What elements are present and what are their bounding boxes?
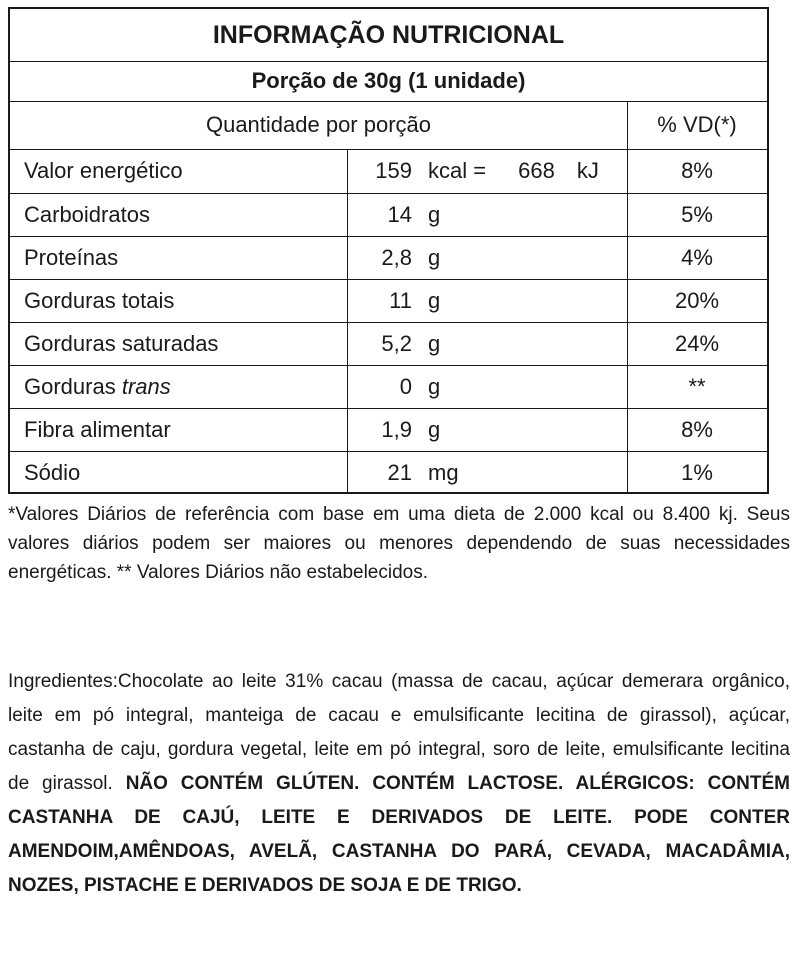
nutrient-vd: 8%	[681, 157, 713, 183]
kcal-unit: kcal =	[428, 157, 487, 183]
nutrient-name: Gorduras totais	[24, 287, 175, 313]
nutrient-amount: 21	[387, 459, 412, 485]
nutrient-amount: 5,2	[381, 330, 412, 356]
kj-value: 668	[518, 157, 555, 183]
nutrient-unit: g	[428, 330, 441, 356]
table-row	[10, 322, 767, 365]
nutrient-name: Gorduras saturadas	[24, 330, 219, 356]
nutrient-name-main: Gorduras	[24, 373, 116, 399]
nutrient-unit: g	[428, 373, 441, 399]
nutrient-name: Valor energético	[24, 157, 183, 183]
nutrient-name: Proteínas	[24, 244, 119, 270]
nutrient-name: Sódio	[24, 459, 81, 485]
nutrient-name: Carboidratos	[24, 201, 150, 227]
table-row	[10, 193, 767, 236]
nutrient-vd: 5%	[681, 201, 713, 227]
nutrient-unit: g	[428, 416, 441, 442]
nutrient-vd: 8%	[681, 416, 713, 442]
table-title: INFORMAÇÃO NUTRICIONAL	[212, 20, 565, 49]
nutrient-vd: 24%	[674, 330, 720, 356]
nutrient-name-italic: trans	[121, 373, 171, 399]
nutrient-unit: g	[428, 201, 441, 227]
nutrient-amount: 0	[399, 373, 412, 399]
table-row	[10, 451, 767, 494]
ingredients-paragraph	[8, 665, 790, 903]
kj-unit: kJ	[576, 157, 599, 183]
ingredients-text: Ingredientes:Chocolate ao leite 31% cacau (massa de cacau, açúcar demerara orgânico, leite em pó integral, manteiga de cacau e emulsificante lecitina de girassol), açúcar, castanha de caju, gordura vegetal, leite em pó integral, soro de leite, emulsificante lecitina de girassol.	[8, 671, 790, 794]
header-vd: % VD(*)	[657, 112, 737, 137]
nutrient-unit: g	[428, 287, 441, 313]
nutrient-amount: 159	[375, 157, 412, 183]
nutrient-name	[24, 365, 171, 408]
nutrient-vd: **	[688, 373, 706, 399]
nutrient-vd: 4%	[681, 244, 713, 270]
nutrition-table	[8, 7, 769, 494]
table-row	[10, 408, 767, 451]
energy-conversion	[428, 149, 599, 192]
table-row	[10, 279, 767, 322]
nutrient-amount: 11	[389, 287, 412, 313]
portion-size: Porção de 30g (1 unidade)	[251, 68, 526, 93]
nutrient-vd: 1%	[681, 459, 713, 485]
nutrient-unit: mg	[428, 459, 459, 485]
nutrient-amount: 1,9	[381, 416, 412, 442]
table-row	[10, 149, 767, 192]
nutrient-name: Fibra alimentar	[24, 416, 171, 442]
nutrient-amount: 2,8	[381, 244, 412, 270]
vd-footnote: *Valores Diários de referência com base em uma dieta de 2.000 kcal ou 8.400 kj. Seus valores diários podem ser maiores ou menores dependendo de suas necessidades energéticas. ** Valores Diários não estabelecidos.	[8, 504, 790, 583]
table-row	[10, 236, 767, 279]
nutrient-unit: g	[428, 244, 441, 270]
header-quantity: Quantidade por porção	[205, 112, 432, 137]
nutrient-vd: 20%	[674, 287, 720, 313]
allergen-warning: NÃO CONTÉM GLÚTEN. CONTÉM LACTOSE. ALÉRGICOS: CONTÉM CASTANHA DE CAJÚ, LEITE E DERIVADOS DE LEITE. PODE CONTER AMENDOIM,AMÊNDOAS, AVELÃ, CASTANHA DO PARÁ, CEVADA, MACADÂMIA, NOZES, PISTACHE E DERIVADOS DE SOJA E DE TRIGO.	[8, 773, 790, 896]
table-row	[10, 365, 767, 408]
nutrient-amount: 14	[387, 201, 412, 227]
